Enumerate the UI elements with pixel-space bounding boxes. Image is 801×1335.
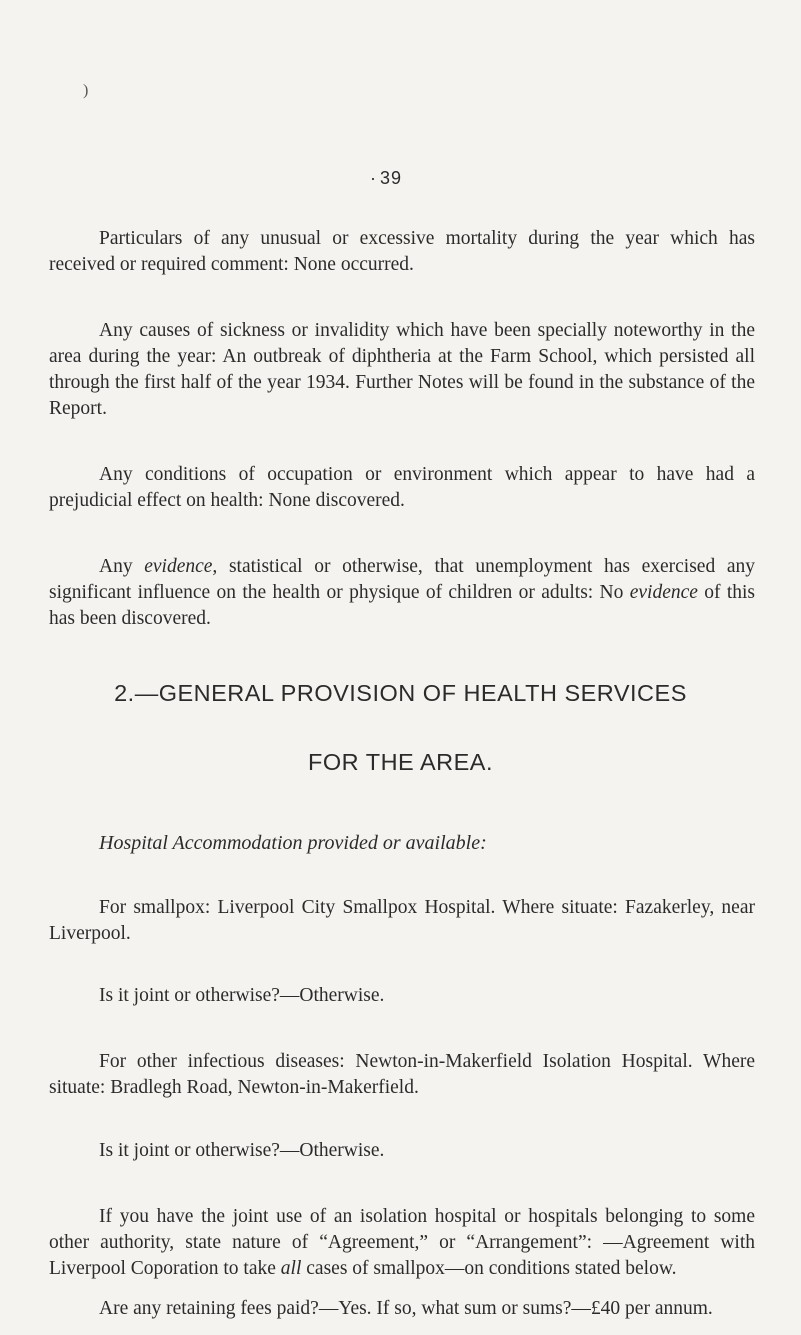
section-heading-line2: FOR THE AREA. bbox=[308, 749, 493, 775]
unemployment-italic-1: evidence, bbox=[144, 556, 218, 577]
unemployment-text-1: Any bbox=[99, 556, 145, 577]
section-heading-line1: 2.—GENERAL PROVISION OF HEALTH SERVICES bbox=[114, 680, 687, 706]
occupation-paragraph: Any conditions of occupation or environment which appear to have had a prejudicial effect on health: None discovered. bbox=[49, 464, 755, 511]
unemployment-text-2: statistical or otherwise, that unemployment has exercised any significant influence on the health or physique of children or adults: No bbox=[49, 556, 755, 603]
unemployment-italic-2: evidence bbox=[629, 582, 698, 603]
joint-question-2: Is it joint or otherwise?—Otherwise. bbox=[99, 1140, 385, 1161]
stray-mark: ) bbox=[83, 82, 89, 99]
other-infectious-paragraph: For other infectious diseases: Newton-in-Makerfield Isolation Hospital. Where situate: Bradlegh Road, Newton-in-Makerfield. bbox=[49, 1051, 755, 1098]
mortality-paragraph: Particulars of any unusual or excessive mortality during the year which has received or required comment: None occurred. bbox=[49, 228, 755, 275]
fees-paragraph: Are any retaining fees paid?—Yes. If so, what sum or sums?—£40 per annum. bbox=[99, 1298, 713, 1319]
section-subheading: Hospital Accommodation provided or available: bbox=[99, 832, 487, 854]
page-number: · 39 bbox=[370, 168, 402, 189]
unemployment-text-3: of this has been discovered. bbox=[49, 582, 756, 629]
joint-question-1: Is it joint or otherwise?—Otherwise. bbox=[99, 985, 385, 1006]
arrangement-italic: all bbox=[280, 1258, 302, 1279]
unemployment-paragraph bbox=[49, 554, 755, 632]
arrangement-text-1: If you have the joint use of an isolation hospital or hospitals belonging to some other authority, state nature of “Agreement,” or “Arrangement”: —Agreement with Liverpool Coporation to take bbox=[49, 1206, 755, 1279]
arrangement-text-2: cases of smallpox—on conditions stated below. bbox=[301, 1258, 677, 1279]
smallpox-paragraph: For smallpox: Liverpool City Smallpox Hospital. Where situate: Fazakerley, near Liverpool. bbox=[49, 897, 755, 944]
arrangement-paragraph bbox=[49, 1204, 755, 1282]
sickness-paragraph: Any causes of sickness or invalidity which have been specially noteworthy in the area during the year: An outbreak of diphtheria at the Farm School, which persisted all through the first half of the year 1934. Further Notes will be found in the substance of the Report. bbox=[49, 320, 755, 419]
